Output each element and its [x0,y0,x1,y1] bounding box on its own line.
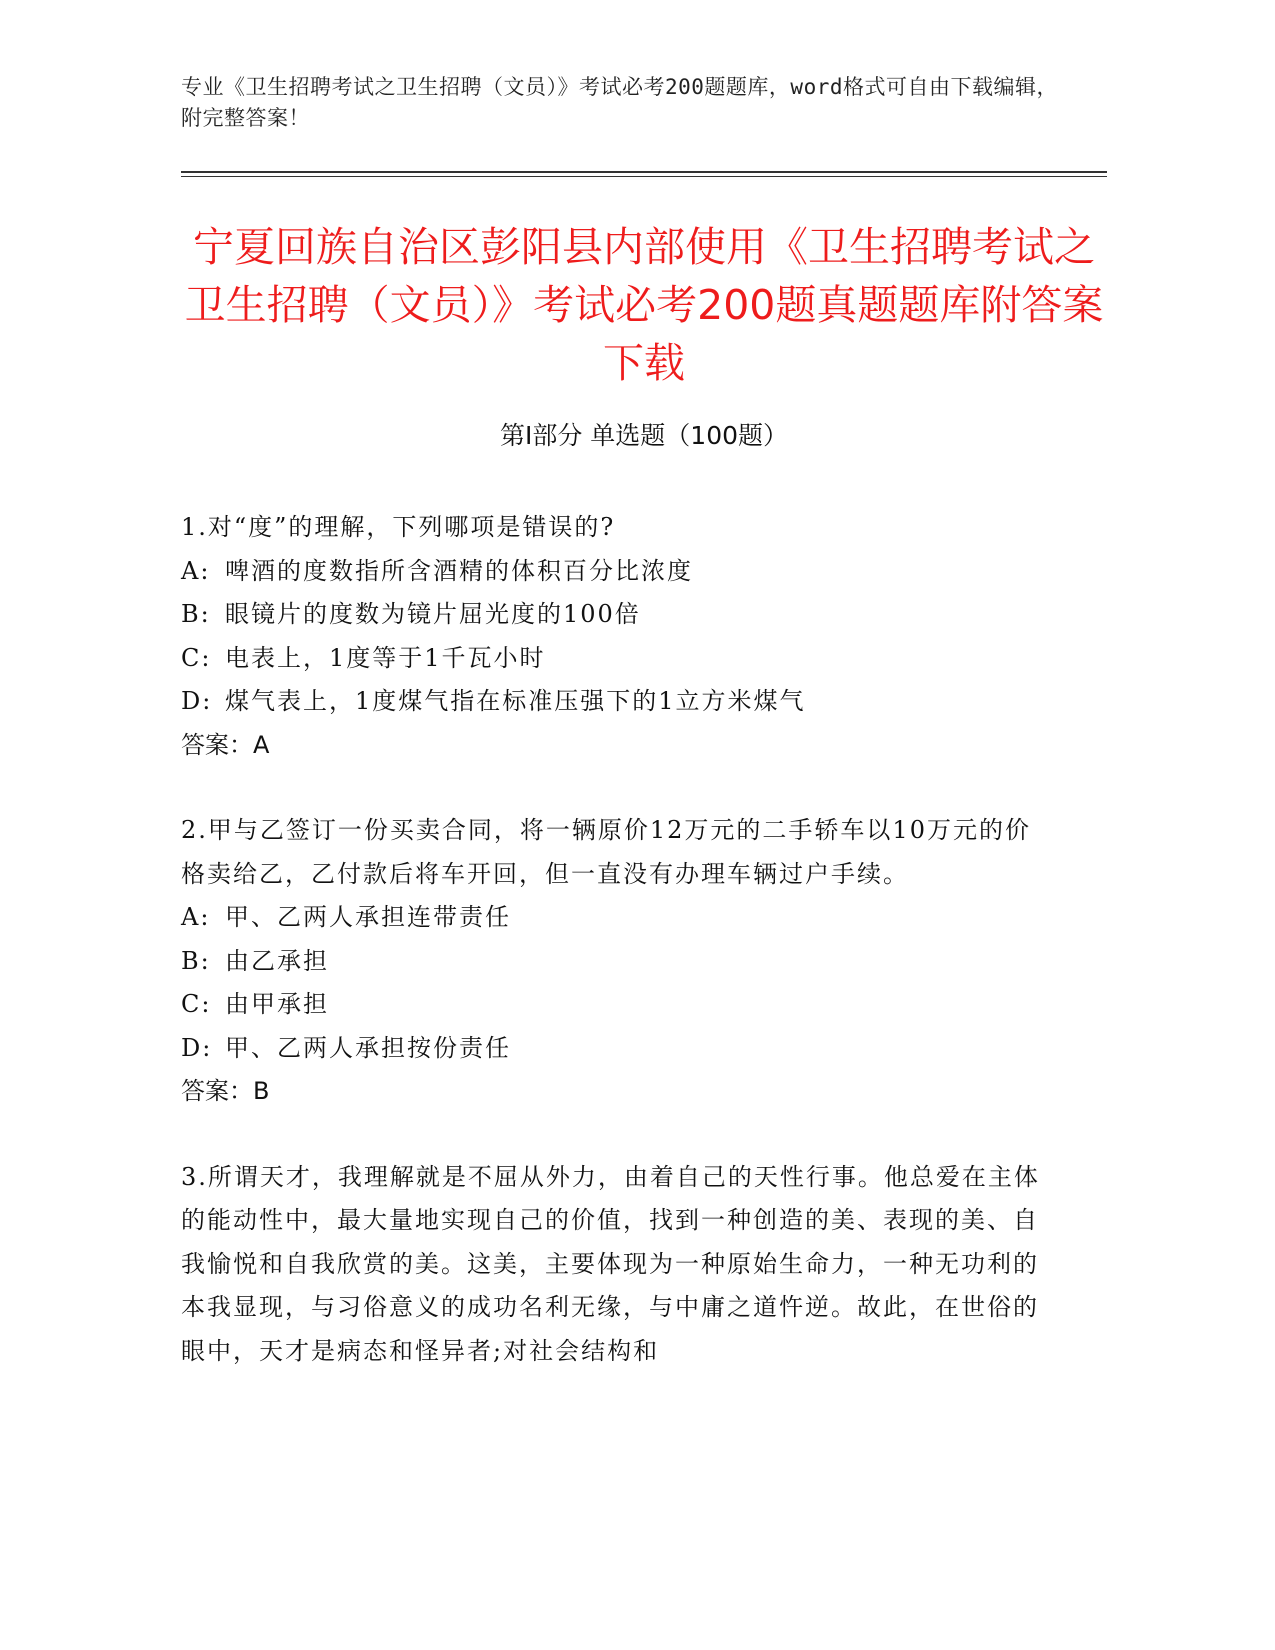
option-d [181,680,1041,724]
question-stem: 2.甲与乙签订一份买卖合同，将一辆原价12万元的二手轿车以10万元的价格卖给乙，乙付款后将车开回，但一直没有办理车辆过户手续。 [181,816,1031,888]
option-letter: D: [181,1033,213,1062]
question-3 [181,1156,1041,1374]
header-divider-thin [181,176,1107,177]
option-letter: A: [181,903,211,931]
document-title: 宁夏回族自治区彭阳县内部使用《卫生招聘考试之卫生招聘（文员）》考试必考200题真题题库附答案下载 [184,223,1104,387]
question-stem: 3.所谓天才，我理解就是不屈从外力，由着自己的天性行事。他总爱在主体的能动性中，最大量地实现自己的价值，找到一种创造的美、表现的美、自我愉悦和自我欣赏的美。这美，主要体现为一种原始生命力，一种无功利的本我显现，与习俗意义的成功名利无缘，与中庸之道忤逆。故此，在世俗的眼中，天才是病态和怪异者;对社会结构和 [181,1162,1040,1365]
option-d [181,1027,1041,1071]
question-1 [181,506,1041,767]
option-a [181,896,1041,940]
question-2 [181,809,1041,1114]
option-letter: B: [181,600,211,628]
option-text: 眼镜片的度数为镜片屈光度的100倍 [225,600,641,628]
option-letter: C: [181,643,212,672]
option-c [181,983,1041,1027]
option-letter: D: [181,687,213,715]
question-stem: 1.对“度”的理解，下列哪项是错误的? [181,513,616,541]
header-note: 专业《卫生招聘考试之卫生招聘（文员）》考试必考200题题库，word格式可自由下载编辑，附完整答案！ [181,75,1058,130]
option-letter: C: [181,990,212,1018]
option-b [181,593,1041,637]
option-a [181,550,1041,594]
section-heading: 第Ⅰ部分 单选题（100题） [499,421,789,450]
header-divider-thick [181,171,1107,173]
option-text: 啤酒的度数指所含酒精的体积百分比浓度 [225,556,693,585]
option-b [181,940,1041,984]
option-text: 甲、乙两人承担连带责任 [225,903,511,931]
option-text: 甲、乙两人承担按份责任 [225,1033,511,1062]
option-letter: B: [181,946,211,975]
option-text: 煤气表上，1度煤气指在标准压强下的1立方米煤气 [225,687,806,715]
answer-line: 答案：A [181,730,270,759]
option-text: 由乙承担 [225,946,329,975]
option-c [181,637,1041,681]
option-letter: A: [181,556,211,585]
option-text: 电表上，1度等于1千瓦小时 [225,643,546,672]
answer-line: 答案：B [181,1077,270,1105]
option-text: 由甲承担 [225,990,329,1018]
question-list [181,506,1041,1415]
